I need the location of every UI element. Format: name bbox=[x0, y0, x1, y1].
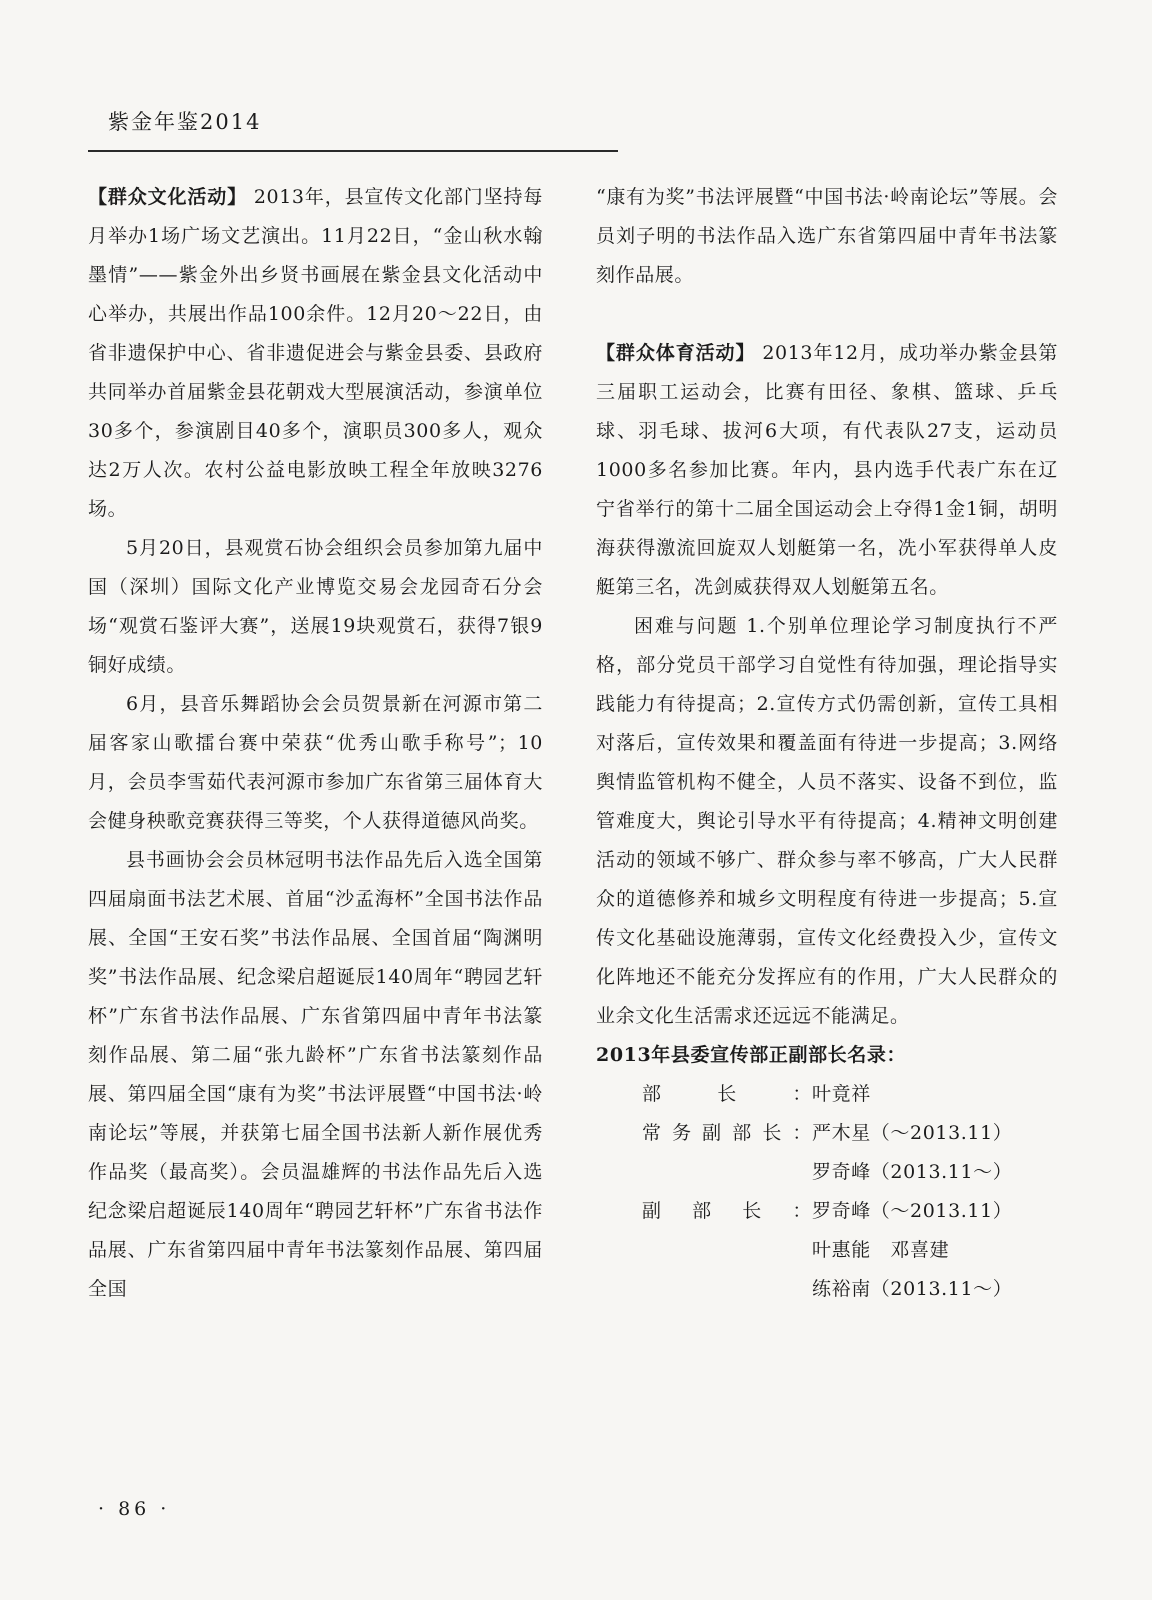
role-names: 罗奇峰（～2013.11） bbox=[812, 1200, 1013, 1222]
role-names-continued: 练裕南（2013.11～） bbox=[812, 1278, 1013, 1300]
paragraph-mass-culture bbox=[88, 178, 543, 529]
header-rule bbox=[88, 150, 618, 152]
paragraph-calligraphy-continued: “康有为奖”书法评展暨“中国书法·岭南论坛”等展。会员刘子明的书法作品入选广东省第四届中青年书法篆刻作品展。 bbox=[596, 186, 1058, 286]
paragraph-calligraphy-association: 县书画协会会员林冠明书法作品先后入选全国第四届扇面书法艺术展、首届“沙孟海杯”全国书法作品展、全国“王安石奖”书法作品展、全国首届“陶渊明奖”书法作品展、纪念梁启超诞辰140周年“聘园艺轩杯”广东省书法作品展、广东省第四届中青年书法篆刻作品展、第二届“张九龄杯”广东省书法篆刻作品展、第四届全国“康有为奖”书法评展暨“中国书法·岭南论坛”等展，并获第七届全国书法新人新作展优秀作品奖（最高奖）。会员温雄辉的书法作品先后入选纪念梁启超诞辰140周年“聘园艺轩杯”广东省书法作品展、广东省第四届中青年书法篆刻作品展、第四届全国 bbox=[88, 849, 543, 1300]
role-label: 部长： bbox=[642, 1083, 812, 1105]
paragraph-text: 2013年12月，成功举办紫金县第三届职工运动会，比赛有田径、象棋、篮球、乒乓球、羽毛球、拔河6大项，有代表队27支，运动员1000多名参加比赛。年内，县内选手代表广东在辽宁省举行的第十二届全国运动会上夺得1金1铜，胡明海获得激流回旋双人划艇第一名，冼小军获得单人皮艇第三名，冼剑威获得双人划艇第五名。 bbox=[596, 342, 1058, 598]
left-column bbox=[88, 178, 543, 1309]
role-label: 常务副部长： bbox=[642, 1122, 812, 1144]
paragraph-text: 2013年，县宣传文化部门坚持每月举办1场广场文艺演出。11月22日，“金山秋水翰墨情”——紫金外出乡贤书画展在紫金县文化活动中心举办，共展出作品100余件。12月20～22日，由省非遗保护中心、省非遗促进会与紫金县委、县政府共同举办首届紫金县花朝戏大型展演活动，参演单位30多个，参演剧目40多个，演职员300多人，观众达2万人次。农村公益电影放映工程全年放映3276场。 bbox=[88, 186, 543, 520]
paragraph-mass-sports bbox=[596, 334, 1058, 607]
paragraph-text: 1.个别单位理论学习制度执行不严格，部分党员干部学习自觉性有待加强，理论指导实践能力有待提高；2.宣传方式仍需创新，宣传工具相对落后，宣传效果和覆盖面有待进一步提高；3.网络舆情监管机构不健全，人员不落实、设备不到位，监管难度大，舆论引导水平有待提高；4.精神文明创建活动的领域不够广、群众参与率不够高，广大人民群众的道德修养和城乡文明程度有待进一步提高；5.宣传文化基础设施薄弱，宣传文化经费投入少，宣传文化阵地还不能充分发挥应有的作用，广大人民群众的业余文化生活需求还远远不能满足。 bbox=[596, 615, 1058, 1027]
section-heading-mass-sports: 【群众体育活动】 bbox=[596, 342, 756, 364]
role-label: 副部长： bbox=[642, 1200, 812, 1222]
roster-row-deputy bbox=[596, 1192, 1058, 1231]
role-names: 叶竟祥 bbox=[812, 1083, 871, 1105]
role-names: 严木星（～2013.11） bbox=[812, 1122, 1013, 1144]
roster-row-director bbox=[596, 1075, 1058, 1114]
roster-title: 2013年县委宣传部正副部长名录： bbox=[596, 1044, 907, 1066]
roster-list bbox=[596, 1075, 1058, 1309]
difficulties-lead: 困难与问题 bbox=[634, 615, 739, 637]
page-number: · 86 · bbox=[98, 1498, 171, 1520]
role-names-continued: 罗奇峰（2013.11～） bbox=[812, 1161, 1013, 1183]
paragraph-difficulties bbox=[596, 607, 1058, 1036]
paragraph-music-dance-association: 6月，县音乐舞蹈协会会员贺景新在河源市第二届客家山歌擂台赛中荣获“优秀山歌手称号”；10月，会员李雪茹代表河源市参加广东省第三届体育大会健身秧歌竞赛获得三等奖，个人获得道德风尚奖。 bbox=[88, 693, 543, 832]
section-heading-mass-culture: 【群众文化活动】 bbox=[88, 186, 247, 208]
paragraph-stone-association: 5月20日，县观赏石协会组织会员参加第九届中国（深圳）国际文化产业博览交易会龙园奇石分会场“观赏石鉴评大赛”，送展19块观赏石，获得7银9铜好成绩。 bbox=[88, 537, 543, 676]
paragraph-gap bbox=[596, 295, 1058, 334]
right-column bbox=[596, 178, 1058, 1309]
role-names-continued: 叶惠能 邓喜建 bbox=[812, 1239, 950, 1261]
roster-row-executive-deputy bbox=[596, 1114, 1058, 1153]
running-header-title: 紫金年鉴2014 bbox=[108, 110, 262, 134]
